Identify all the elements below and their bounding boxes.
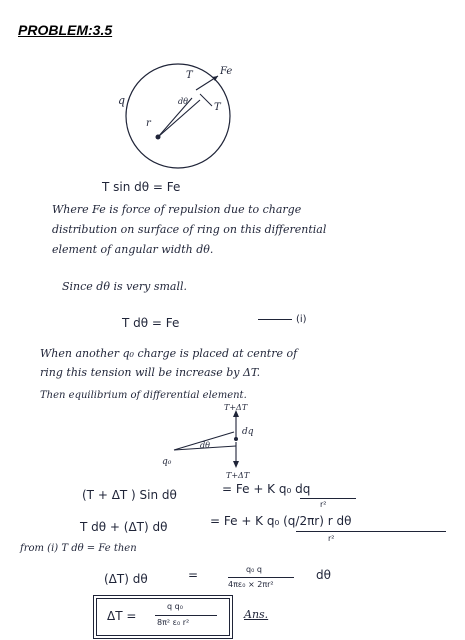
equation-5-tail: dθ [316,568,331,582]
paragraph-2: Since dθ is very small. [62,280,187,293]
equation-3-lhs: (T + ΔT ) Sin dθ [82,488,177,502]
answer-numerator: q q₀ [167,602,183,611]
equation-2-ref [258,314,307,325]
paragraph-1-line-2: distribution on surface of ring on this differential [52,223,327,236]
answer-fraction-bar [155,615,217,616]
fig2-q0: q₀ [162,457,172,467]
equation-4-denominator: r² [328,534,335,543]
fig2-bottom-label: T+ΔT [226,471,250,480]
equation-3-fraction-bar [300,498,356,499]
equation-3-denominator: r² [320,500,327,509]
fig1-dtheta: dθ [178,97,188,106]
paragraph-3-line-1: When another q₀ charge is placed at centre of [40,347,298,360]
equation-1: T sin dθ = Fe [102,180,181,194]
paragraph-3-line-3: Then equilibrium of differential element. [40,390,247,401]
fig2-dq: dq [242,427,254,437]
fig1-T-top: T [186,70,193,81]
answer-box [96,598,230,636]
equation-2: T dθ = Fe [122,316,180,330]
paragraph-3-line-2: ring this tension will be increase by ΔT. [40,366,261,379]
fig1-r: r [146,118,151,129]
equation-5-numerator: q₀ q [246,565,262,574]
fig1-q: q [118,94,126,107]
equation-5-lhs: (ΔT) dθ [104,572,148,586]
paragraph-1-line-1: Where Fe is force of repulsion due to charge [52,203,302,216]
fig2-top-label: T+ΔT [224,403,248,412]
fig2-dtheta: dθ [200,441,210,450]
fig1-T-right: T [214,102,221,113]
fig1-Fe: Fe [220,66,233,77]
equation-5-fraction-bar [228,577,294,578]
page-title: PROBLEM:3.5 [18,22,113,38]
answer-denominator: 8π² ε₀ r² [157,618,190,627]
equation-5-equals: = [188,568,199,582]
answer-label: Ans. [244,608,269,621]
equation-3-rhs: = Fe + K q₀ dq [222,482,311,496]
eq2-ref-label: (i) [296,314,307,325]
equation-4-fraction-bar [296,531,446,532]
equation-4-lhs: T dθ + (ΔT) dθ [80,520,168,534]
equation-4-rhs: = Fe + K q₀ (q/2πr) r dθ [210,514,352,528]
paragraph-1-line-3: element of angular width dθ. [52,243,214,256]
element-diagram [160,402,280,480]
ring-diagram [100,60,270,170]
equation-5-denominator: 4πε₀ × 2πr² [228,580,274,589]
answer-lhs: ΔT = [107,609,137,623]
from-note: from (i) T dθ = Fe then [20,543,137,554]
